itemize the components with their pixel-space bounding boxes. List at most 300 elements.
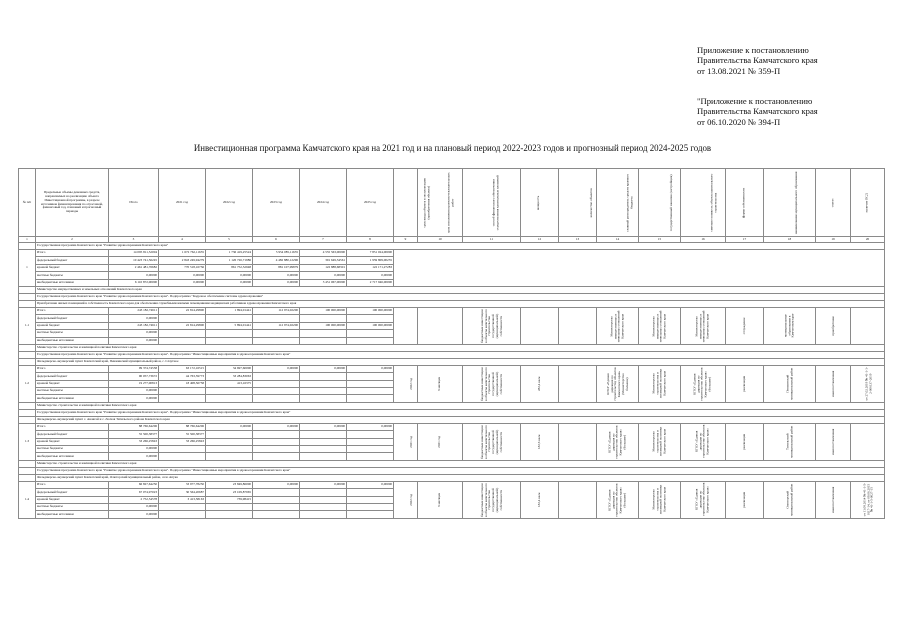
object-attr-c15: Министерство имущественных и земельных отношений Камчатского края (639, 307, 681, 344)
amount-cell (347, 388, 394, 395)
object-subprogram: Государственная программа Камчатского края "Развитие здравоохранения Камчатского края". Подпрограмма "Инвестиционные мероприятия в здравоохранении Камчатского края" (36, 409, 885, 416)
amount-cell: 0,00000 (109, 503, 159, 510)
column-number: 9 (394, 237, 418, 243)
object-attr-c20: от 11.09.2014 № 41-1-5-0117-14, от 09.06.2015 № 41-1-5-0027-15 (851, 481, 885, 518)
row-number (19, 474, 36, 481)
header-c10: срок исполнения проектно-изыскательских работ (418, 169, 463, 237)
object-attr-c12: 282,4 кв.м (521, 365, 559, 402)
amount-cell (347, 496, 394, 503)
amount-cell: 88 766,64206 (109, 423, 159, 430)
amount-cell: 33 284,83063 (206, 373, 253, 380)
amount-cell: 4 482 880,12296 (253, 257, 300, 264)
object-attr-c10: 6 месяцев (418, 481, 463, 518)
object-name-row (19, 416, 885, 423)
object-attr-c9: 2022 год (394, 481, 418, 518)
amount-cell: 391 649,34561 (300, 257, 347, 264)
row-number (19, 293, 36, 300)
source-label: внебюджетные источники (36, 395, 109, 402)
amount-cell: 2 461 481,76682 (109, 264, 159, 271)
column-number: 8 (347, 237, 394, 243)
amount-cell: 2 717 946,00000 (347, 279, 394, 286)
row-number (19, 358, 36, 365)
amount-cell (253, 337, 300, 344)
amount-cell: 1 672 762,11635 (159, 250, 206, 257)
amount-cell (347, 511, 394, 518)
source-label: федеральный бюджет (36, 257, 109, 264)
source-label: краевой бюджет (36, 496, 109, 503)
row-number (19, 243, 36, 250)
object-attr-c11: бюджетные инвестиции в объекты капитального строительства государственной (муниципальной) собственности (463, 423, 521, 460)
object-attr-c20: от 27.02.2019 № 41-1-1-2-006137-2019 (851, 365, 885, 402)
amount-cell (347, 337, 394, 344)
amount-cell (347, 431, 394, 438)
amount-cell (253, 388, 300, 395)
amount-cell: 4 555 563,00000 (300, 250, 347, 257)
amount-cell: 0,00000 (253, 279, 300, 286)
source-label: федеральный бюджет (36, 373, 109, 380)
amount-cell: 10 423 741,56245 (109, 257, 159, 264)
amount-cell: 22 814,29800 (159, 307, 206, 314)
amount-cell: 0,00000 (159, 279, 206, 286)
amount-cell: 243 182,74611 (109, 307, 159, 314)
object-attr-c13 (559, 423, 597, 460)
object-subprogram-row (19, 351, 885, 358)
program-title-row (19, 243, 885, 250)
object-attr-c18: муниципальные образования в Камчатском крае (764, 307, 816, 344)
amount-cell (253, 503, 300, 510)
amount-cell: 0,00000 (109, 388, 159, 395)
object-subprogram: Государственная программа Камчатского края "Развитие здравоохранения Камчатского края". Подпрограмма "Инвестиционные мероприятия в здравоохранении Камчатского края" (36, 351, 885, 358)
amount-cell (347, 446, 394, 453)
amount-cell: 1 959 809,00235 (347, 257, 394, 264)
amount-cell (159, 330, 206, 337)
amount-cell: 739,98415 (206, 496, 253, 503)
source-label: местные бюджеты (36, 388, 109, 395)
object-ministry-row (19, 286, 885, 293)
row-number (19, 351, 36, 358)
amount-cell: 100 000,00000 (300, 307, 347, 314)
column-number: 19 (816, 237, 851, 243)
amount-cell (300, 496, 347, 503)
object-attr-c12: 182,4 кв.м (521, 481, 559, 518)
object-finance-row (19, 307, 885, 314)
column-number: 3 (109, 237, 159, 243)
object-attr-c9: 2022 год (394, 365, 418, 402)
amount-cell: 23 849,86000 (206, 481, 253, 488)
amount-cell: 22 814,29800 (159, 322, 206, 329)
amount-cell: 0,00000 (253, 365, 300, 372)
object-attr-c14: КГКУ «Единая дирекция по строительству объектов Камчатского края» (Министерство большие) (597, 365, 639, 402)
amount-cell (347, 395, 394, 402)
amount-cell: 861 752,52948 (206, 264, 253, 271)
object-attr-c9: 2021 год (394, 423, 418, 460)
amount-cell: 0,00000 (253, 481, 300, 488)
amount-cell: 100 000,00000 (347, 322, 394, 329)
header-name: Предельные объемы денежных средств, направляемых на реализацию объекта Инвестиционной программы, в разрезе источников финансирования по отраслевой, финансовый год, плановый и прогнозный периоды (36, 169, 109, 237)
object-finance-row (19, 365, 885, 372)
object-subprogram: Государственная программа Камчатского края "Развитие здравоохранения Камчатского края". Подпрограмма "Инвестиционные мероприятия в здравоохранении Камчатского края" (36, 467, 885, 474)
appendix-current (697, 45, 818, 76)
amount-cell (347, 373, 394, 380)
object-name: Приобретение жилых помещений в собственность Камчатского края для обеспечения служебными жилыми помещениями медицинских работников здравоохранения Камчатского края (36, 300, 885, 307)
amount-cell: 243 182,74611 (109, 322, 159, 329)
amount-cell (347, 503, 394, 510)
amount-cell (253, 446, 300, 453)
amount-cell: 0,00000 (300, 365, 347, 372)
object-attr-c17: отчуждение (726, 307, 764, 344)
object-attr-c16: КГКУ «Единая дирекция по строительству объектов Камчатского края» (большие) (681, 365, 726, 402)
amount-cell (347, 380, 394, 387)
amount-cell (159, 453, 206, 460)
amount-cell: 0,00000 (109, 337, 159, 344)
amount-cell (253, 496, 300, 503)
column-number: 2 (36, 237, 109, 243)
amount-cell: 99 374,74558 (109, 365, 159, 372)
amount-cell: 0,00000 (300, 423, 347, 430)
amount-cell: 1 736 419,25524 (206, 250, 253, 257)
header-c13: количество объектов (559, 169, 597, 237)
object-attr-c10: 2021 год (418, 423, 463, 460)
amount-cell (300, 388, 347, 395)
source-label: Итого (36, 481, 109, 488)
amount-cell (300, 431, 347, 438)
amount-cell: 3 451 067,00000 (300, 279, 347, 286)
amount-cell (206, 337, 253, 344)
object-attr-c16: КГКУ «Единая дирекция по строительству объектов Камчатского края» (681, 423, 726, 460)
object-attr-c13 (559, 365, 597, 402)
amount-cell (300, 395, 347, 402)
object-attr-c15: Министерство строительства и жилищной политики Камчатского края (639, 423, 681, 460)
amount-cell (300, 330, 347, 337)
object-attr-c14: Министерство имущественных и земельных отношений Камчатского края (597, 307, 639, 344)
amount-cell: 5 954 085,11635 (253, 250, 300, 257)
header-c12: мощность (521, 169, 559, 237)
amount-cell (206, 388, 253, 395)
amount-cell: 0,00000 (109, 395, 159, 402)
header-2023: 2023 год (253, 169, 300, 237)
header-c15: государственный заказчик (застройщик) (639, 169, 681, 237)
object-number: 1.4 (19, 481, 36, 518)
source-label: внебюджетные источники (36, 453, 109, 460)
source-label: внебюджетные источники (36, 279, 109, 286)
amount-cell: 33 266,25843 (109, 438, 159, 445)
amount-cell (300, 337, 347, 344)
header-c11: способ финансового обеспечения осуществления капитальных вложений (463, 169, 521, 237)
object-attr-c17: реализация (726, 423, 764, 460)
object-subprogram-row (19, 293, 885, 300)
amount-cell (347, 315, 394, 322)
object-number: 1.2 (19, 365, 36, 402)
amount-cell: 5 894,01441 (206, 322, 253, 329)
source-label: краевой бюджет (36, 322, 109, 329)
amount-cell: 413,16375 (206, 380, 253, 387)
object-ministry: Министерство строительства и жилищной политики Камчатского края (36, 460, 885, 467)
amount-cell: 33 977,78250 (159, 481, 206, 488)
object-name-row (19, 474, 885, 481)
amount-cell: 7 851 024,00000 (347, 250, 394, 257)
appendix-previous (697, 96, 818, 127)
amount-cell: 2 843 249,94279 (159, 257, 206, 264)
amount-cell (159, 395, 206, 402)
amount-cell (300, 503, 347, 510)
amount-cell: 0,00000 (347, 272, 394, 279)
amount-cell: 770 518,16736 (159, 264, 206, 271)
object-finance-row (19, 481, 885, 488)
header-num: № п/п (19, 169, 36, 237)
object-attr-c11: бюджетные инвестиции в объекты капитального строительства государственной (муниципальной) собственности (463, 481, 521, 518)
object-attr-c18: Тигильский муниципальный район (764, 423, 816, 460)
amount-cell (206, 330, 253, 337)
investment-table (18, 168, 885, 519)
amount-cell: 0,00000 (253, 423, 300, 430)
amount-cell: 55 500,38377 (159, 431, 206, 438)
amount-cell: 0,00000 (109, 330, 159, 337)
column-number: 11 (463, 237, 521, 243)
header-2021: 2021 год (159, 169, 206, 237)
source-label: краевой бюджет (36, 380, 109, 387)
object-attr-c9 (394, 307, 418, 344)
amount-cell: 88 766,64206 (159, 423, 206, 430)
source-label: местные бюджеты (36, 330, 109, 337)
source-label: федеральный бюджет (36, 315, 109, 322)
amount-cell: 66 827,64250 (109, 481, 159, 488)
amount-cell (347, 438, 394, 445)
column-number: 20 (851, 237, 885, 243)
amount-cell (159, 503, 206, 510)
header-c9: срок ввода объекта в эксплуатацию (приобретения объекта) (394, 169, 418, 237)
object-attr-c19: иная поставленная (816, 423, 851, 460)
amount-cell (300, 380, 347, 387)
object-subprogram: Государственная программа Камчатского края "Развитие здравоохранения Камчатского края". Подпрограмма "Кадровое обеспечение системы здравоохранения" (36, 293, 885, 300)
source-label: краевой бюджет (36, 264, 109, 271)
amount-cell (206, 511, 253, 518)
amount-cell: 23 109,87965 (206, 489, 253, 496)
amount-cell: 0,00000 (347, 365, 394, 372)
amount-cell: 0,00000 (253, 272, 300, 279)
amount-cell: 0,00000 (300, 272, 347, 279)
amount-cell (347, 489, 394, 496)
header-total: Итого (109, 169, 159, 237)
amount-cell (300, 438, 347, 445)
amount-cell: 881 107,99879 (253, 264, 300, 271)
object-attr-c10: 6 месяцев (418, 365, 463, 402)
appendix-line: Правительства Камчатского края (697, 106, 818, 117)
object-attr-c19: иная поставленная (816, 365, 851, 402)
amount-cell (206, 503, 253, 510)
amount-cell (159, 337, 206, 344)
amount-cell: 0,00000 (109, 272, 159, 279)
amount-cell (159, 388, 206, 395)
program-finance-row (19, 250, 885, 257)
source-label: внебюджетные источники (36, 511, 109, 518)
amount-cell (253, 438, 300, 445)
object-attr-c14: КГКУ «Единая дирекция по строительству объектов Камчатского края» (большие) (597, 423, 639, 460)
object-attr-c20 (851, 307, 885, 344)
object-subprogram-row (19, 467, 885, 474)
amount-cell: 34 697,60000 (206, 365, 253, 372)
column-number: 15 (639, 237, 681, 243)
amount-cell (253, 315, 300, 322)
amount-cell (253, 373, 300, 380)
amount-cell: 112 974,02200 (253, 322, 300, 329)
amount-cell: 100 000,00000 (347, 307, 394, 314)
row-number (19, 344, 36, 351)
column-number: 6 (253, 237, 300, 243)
object-name: Фельдшерско-акушерский пункт Камчатский край, Пенжинский муниципальный район, с. Слаутное (36, 358, 885, 365)
appendix-line: "Приложение к постановлению (697, 96, 813, 106)
amount-cell: 0,00000 (206, 272, 253, 279)
appendix-line: Правительства Камчатского края (697, 55, 818, 66)
amount-cell: 55 500,38377 (109, 431, 159, 438)
amount-cell (206, 446, 253, 453)
header-2024: 2024 год (300, 169, 347, 237)
source-label: Итого (36, 423, 109, 430)
appendix-line: от 13.08.2021 № 359-П (697, 65, 781, 76)
source-label: местные бюджеты (36, 503, 109, 510)
empty-cell (394, 250, 885, 287)
row-number (19, 416, 36, 423)
header-c20: наличие ПСД (851, 169, 885, 237)
amount-cell: 67 074,97023 (109, 489, 159, 496)
amount-cell: 100 000,00000 (300, 322, 347, 329)
object-attr-c15: Министерство строительства и жилищной политики Камчатского края (639, 481, 681, 518)
object-number: 1.1 (19, 307, 36, 344)
object-attr-c17: реализация (726, 481, 764, 518)
object-attr-c16: Министерство имущественных и земельных отношений Камчатского края (681, 307, 726, 344)
column-number: 10 (418, 237, 463, 243)
amount-cell (253, 330, 300, 337)
object-attr-c19: иная поставленная (816, 481, 851, 518)
source-label: федеральный бюджет (36, 431, 109, 438)
object-attr-c10 (418, 307, 463, 344)
amount-cell: 90 057,73672 (109, 373, 159, 380)
amount-cell (206, 453, 253, 460)
object-attr-c17: реализация (726, 365, 764, 402)
object-name: Фельдшерско-акушерский пункт Камчатский край, Олюторский муниципальный район, село Апука (36, 474, 885, 481)
document-title: Инвестиционная программа Камчатского края на 2021 год и на плановый период 2022-2023 годов и прогнозный период 2024-2025 годов (193, 143, 712, 153)
header-2025: 2025 год (347, 169, 394, 237)
header-c14: главный распорядитель средств краевого бюджета (597, 169, 639, 237)
amount-cell (300, 453, 347, 460)
amount-cell: 0,00000 (159, 272, 206, 279)
appendix-line: от 06.10.2020 № 394-П (697, 116, 781, 127)
object-name-row (19, 358, 885, 365)
column-number: 18 (764, 237, 816, 243)
amount-cell: 33 266,25843 (159, 438, 206, 445)
amount-cell (347, 453, 394, 460)
source-label: местные бюджеты (36, 272, 109, 279)
object-name-row (19, 300, 885, 307)
object-ministry-row (19, 402, 885, 409)
amount-cell (253, 431, 300, 438)
amount-cell: 30 564,20687 (159, 489, 206, 496)
row-number (19, 460, 36, 467)
amount-cell: 3 413,58163 (159, 496, 206, 503)
amount-cell (159, 511, 206, 518)
object-attr-c16: КГКУ «Единая дирекция по строительству объектов Камчатского края» (681, 481, 726, 518)
column-number: 5 (206, 237, 253, 243)
source-label: местные бюджеты (36, 446, 109, 453)
amount-cell: 0,00000 (109, 453, 159, 460)
amount-cell (253, 489, 300, 496)
object-attr-c12 (521, 307, 559, 344)
amount-cell: 6 110 872,00000 (109, 279, 159, 286)
object-ministry-row (19, 344, 885, 351)
object-finance-row (19, 423, 885, 430)
row-number (19, 467, 36, 474)
column-number: 16 (681, 237, 726, 243)
amount-cell (253, 453, 300, 460)
amount-cell: 0,00000 (109, 315, 159, 322)
amount-cell (253, 395, 300, 402)
amount-cell (206, 431, 253, 438)
row-number (19, 409, 36, 416)
amount-cell: 0,00000 (347, 481, 394, 488)
row-number (19, 402, 36, 409)
amount-cell: 44 763,59773 (159, 373, 206, 380)
amount-cell (253, 511, 300, 518)
amount-cell (300, 315, 347, 322)
amount-cell: 122 888,68301 (300, 264, 347, 271)
amount-cell: 0,00000 (206, 279, 253, 286)
amount-cell (159, 446, 206, 453)
source-label: внебюджетные источники (36, 337, 109, 344)
object-ministry: Министерство имущественных и земельных отношений Камчатского края (36, 286, 885, 293)
object-attr-c11: бюджетные инвестиции в объекты капитального строительства государственной (муниципальной) собственности (463, 365, 521, 402)
object-ministry: Министерство строительства и жилищной политики Камчатского края (36, 402, 885, 409)
header-c18: наименование муниципального образования (764, 169, 816, 237)
amount-cell: 19 277,00813 (109, 380, 159, 387)
header-row (19, 169, 885, 237)
amount-cell: 14 095 811,52004 (109, 250, 159, 257)
header-2022: 2022 год (206, 169, 253, 237)
amount-cell: 1 894,01441 (206, 307, 253, 314)
source-label: краевой бюджет (36, 438, 109, 445)
object-attr-c12: 182,6 кв.м (521, 423, 559, 460)
amount-cell: 0,00000 (347, 423, 394, 430)
object-attr-c19: приобретение (816, 307, 851, 344)
column-number: 17 (726, 237, 764, 243)
object-ministry-row (19, 460, 885, 467)
amount-cell (206, 315, 253, 322)
amount-cell (300, 446, 347, 453)
header-c16: сметная стоимость объекта капитального строительства (681, 169, 726, 237)
source-label: Итого (36, 307, 109, 314)
amount-cell (347, 330, 394, 337)
amount-cell (206, 438, 253, 445)
object-attr-c13 (559, 307, 597, 344)
appendix-line: Приложение к постановлению (697, 45, 809, 55)
object-attr-c15: Министерство строительства и жилищной политики Камчатского края (639, 365, 681, 402)
object-attr-c20 (851, 423, 885, 460)
amount-cell: 0,00000 (109, 446, 159, 453)
program-title: Государственная программа Камчатского края "Развитие здравоохранения Камчатского края" (36, 243, 885, 250)
amount-cell: 63 172,16515 (159, 365, 206, 372)
object-attr-c11: бюджетные инвестиции в объекты капитального строительства государственной (муниципальной) собственности (463, 307, 521, 344)
object-attr-c18: Пенжинский муниципальный район (764, 365, 816, 402)
amount-cell (300, 511, 347, 518)
source-label: Итого (36, 365, 109, 372)
object-subprogram-row (19, 409, 885, 416)
amount-cell: 112 974,02200 (253, 307, 300, 314)
amount-cell: 18 408,56758 (159, 380, 206, 387)
amount-cell (253, 380, 300, 387)
amount-cell: 1 126 726,71986 (206, 257, 253, 264)
column-number: 14 (597, 237, 639, 243)
object-attr-c13 (559, 481, 597, 518)
row-number: 1 (19, 250, 36, 287)
object-attr-c18: Олюторский муниципальный район (764, 481, 816, 518)
